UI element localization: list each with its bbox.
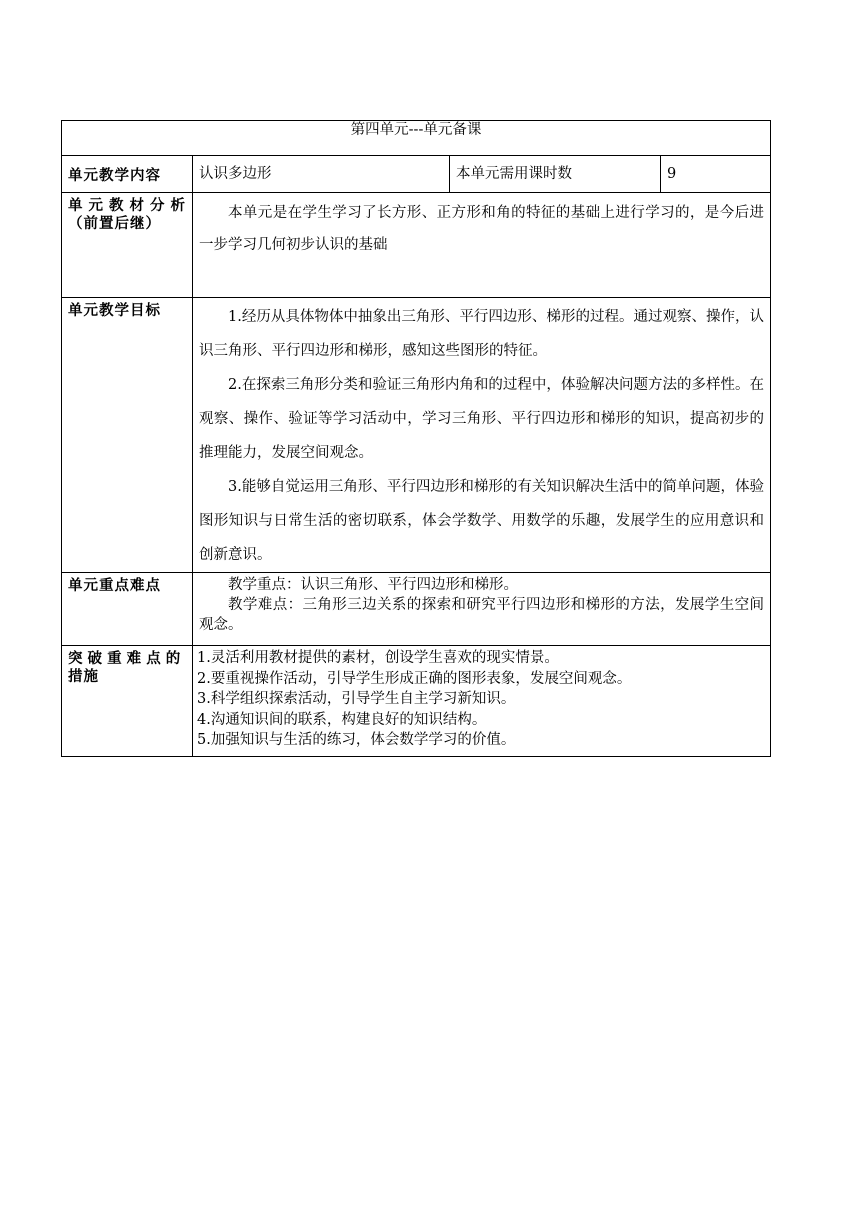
goals-cell bbox=[193, 298, 771, 573]
keys-label: 单元重点难点 bbox=[62, 573, 193, 646]
unit-plan-table bbox=[61, 120, 771, 757]
measures-label-line2: 措施 bbox=[68, 669, 99, 685]
analysis-label-line1: 单元教材分析 bbox=[68, 198, 186, 214]
measure-item: 2.要重视操作活动，引导学生形成正确的图形表象，发展空间观念。 bbox=[197, 670, 632, 687]
measure-item: 5.加强知识与生活的练习，体会数学学习的价值。 bbox=[197, 732, 516, 748]
measure-item: 4.沟通知识间的联系，构建良好的知识结构。 bbox=[197, 711, 487, 728]
measure-item: 3.科学组织探索活动，引导学生自主学习新知识。 bbox=[197, 691, 516, 707]
measures-label bbox=[62, 646, 193, 757]
measures-label-line1: 突 破 重 难 点 的 bbox=[68, 651, 181, 667]
content-label: 单元教学内容 bbox=[62, 156, 193, 193]
goal-item: 1.经历从具体物体中抽象出三角形、平行四边形、梯形的过程。通过观察、操作，认识三角形、平行四边形和梯形，感知这些图形的特征。 bbox=[199, 309, 765, 359]
hours-value: 9 bbox=[661, 156, 771, 193]
table-title: 第四单元---单元备课 bbox=[62, 121, 771, 156]
goal-item: 3.能够自觉运用三角形、平行四边形和梯形的有关知识解决生活中的简单问题，体验图形知识与日常生活的密切联系，体会学数学、用数学的乐趣，发展学生的应用意识和创新意识。 bbox=[199, 479, 765, 563]
content-value: 认识多边形 bbox=[193, 156, 450, 193]
analysis-text: 本单元是在学生学习了长方形、正方形和角的特征的基础上进行学习的，是今后进一步学习几何初步认识的基础 bbox=[199, 205, 765, 253]
goal-item: 2.在探索三角形分类和验证三角形内角和的过程中，体验解决问题方法的多样性。在观察、操作、验证等学习活动中，学习三角形、平行四边形和梯形的知识，提高初步的推理能力，发展空间观念。 bbox=[199, 377, 765, 461]
analysis-label bbox=[62, 193, 193, 298]
measures-cell bbox=[193, 646, 771, 757]
hours-label: 本单元需用课时数 bbox=[450, 156, 661, 193]
key-point: 教学重点：认识三角形、平行四边形和梯形。 bbox=[228, 577, 518, 593]
difficult-point: 教学难点：三角形三边关系的探索和研究平行四边形和梯形的方法，发展学生空间观念。 bbox=[199, 597, 765, 633]
analysis-cell bbox=[193, 193, 771, 298]
measure-item: 1.灵活利用教材提供的素材，创设学生喜欢的现实情景。 bbox=[197, 650, 559, 666]
keys-cell bbox=[193, 573, 771, 646]
analysis-label-line2: （前置后继） bbox=[68, 216, 161, 232]
goals-label: 单元教学目标 bbox=[62, 298, 193, 573]
